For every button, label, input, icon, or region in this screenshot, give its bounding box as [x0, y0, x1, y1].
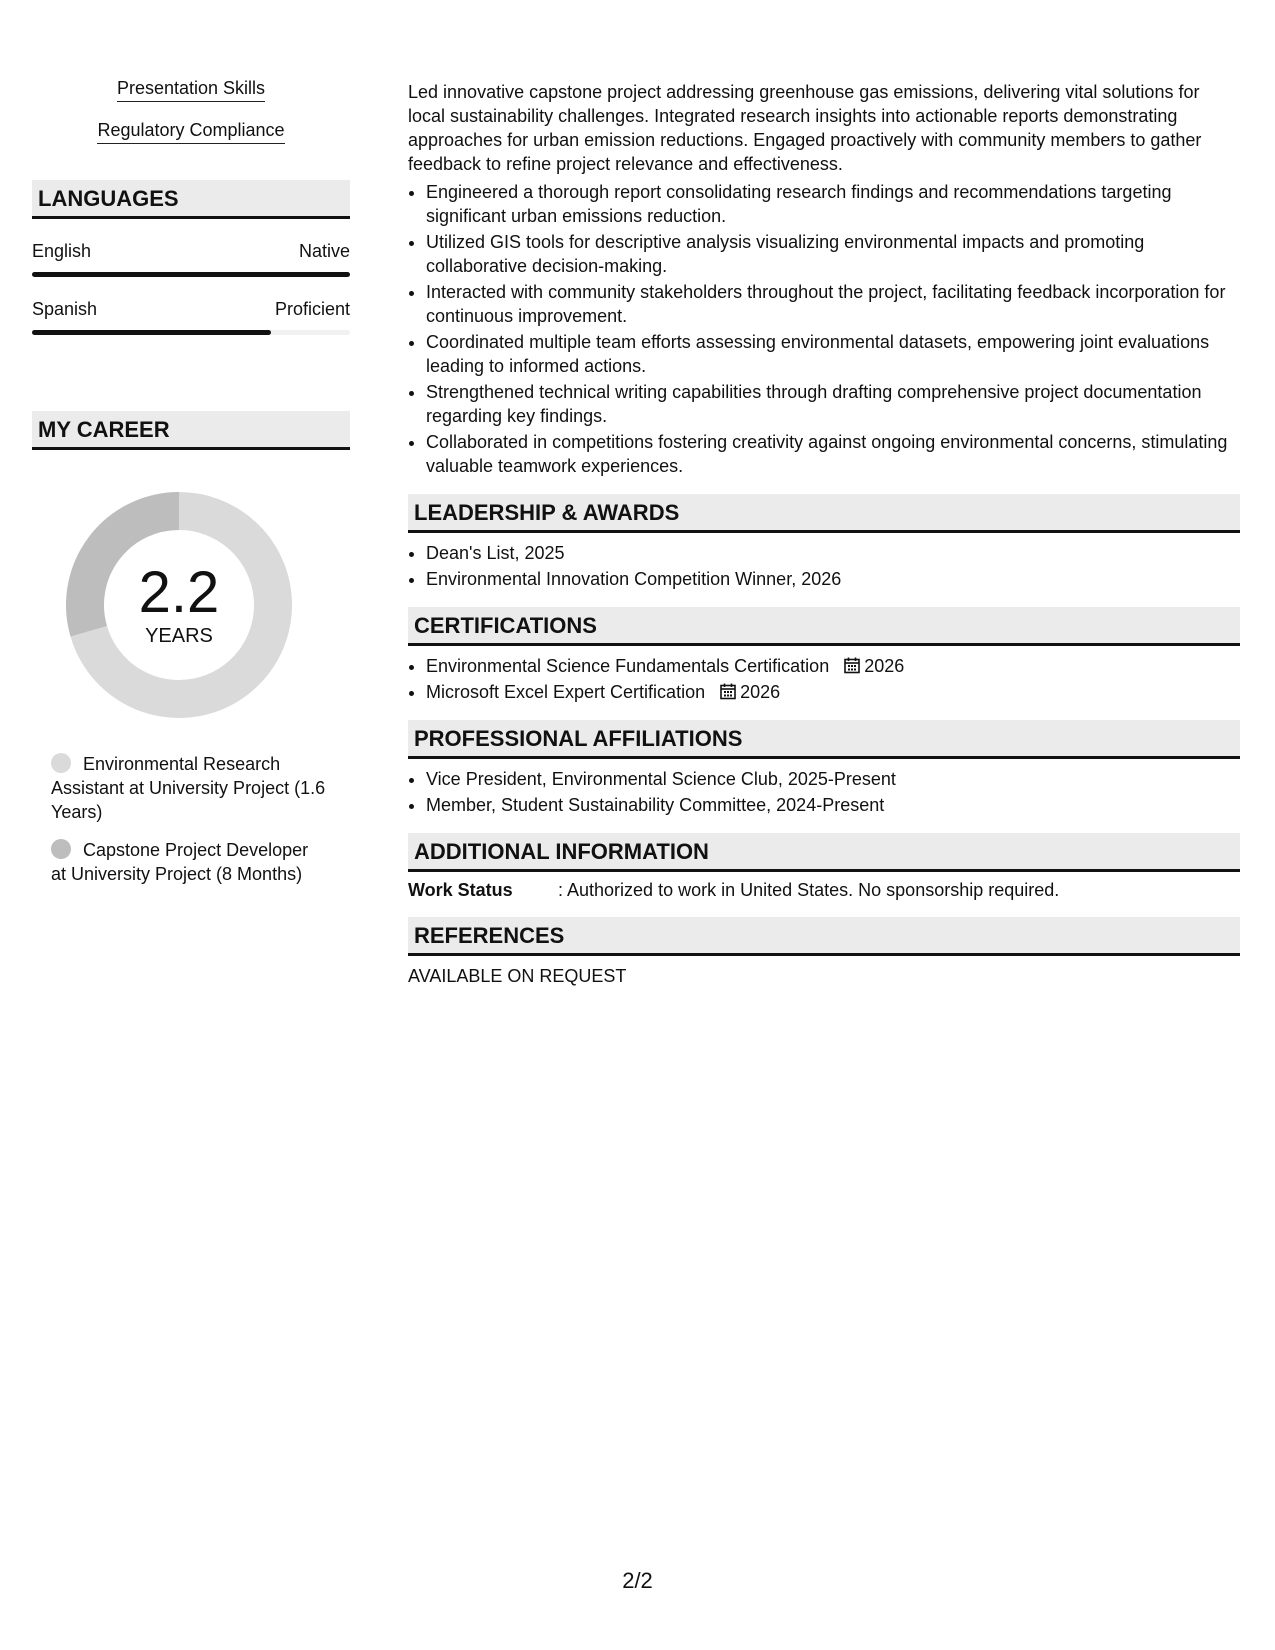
career-legend — [51, 752, 326, 886]
list-item: • Collaborated in competitions fostering creativity against ongoing environmental concerns, stimulating valuable teamwork experiences. — [426, 430, 1240, 478]
career-heading: MY CAREER — [32, 411, 350, 450]
list-item — [426, 654, 1240, 678]
list-item: • Engineered a thorough report consolidating research findings and recommendations targeting significant urban emissions reduction. — [426, 180, 1240, 228]
project-bullets — [408, 180, 1240, 478]
list-item: • Member, Student Sustainability Committee, 2024-Present — [426, 793, 1240, 817]
languages-heading: LANGUAGES — [32, 180, 350, 219]
additional-heading: ADDITIONAL INFORMATION — [408, 833, 1240, 872]
left-column — [32, 78, 350, 900]
career-total-value: 2.2 — [138, 559, 220, 625]
language-name: Spanish — [32, 299, 98, 319]
calendar-icon — [720, 683, 736, 700]
skill-item: Regulatory Compliance — [32, 120, 350, 144]
affiliations-heading: PROFESSIONAL AFFILIATIONS — [408, 720, 1240, 759]
language-bar — [32, 272, 350, 277]
list-item: • Vice President, Environmental Science Club, 2025-Present — [426, 767, 1240, 791]
list-item — [426, 680, 1240, 704]
list-item: • Environmental Innovation Competition Winner, 2026 — [426, 567, 1240, 591]
work-status-label: Work Status — [408, 880, 513, 900]
certifications-heading: CERTIFICATIONS — [408, 607, 1240, 646]
certification-year: 2026 — [740, 682, 781, 702]
calendar-icon — [844, 657, 860, 674]
awards-heading: LEADERSHIP & AWARDS — [408, 494, 1240, 533]
legend-dot-icon — [51, 753, 71, 773]
project-summary: Led innovative capstone project addressing greenhouse gas emissions, delivering vital solutions for local sustainability challenges. Integrated research insights into actionable reports demonstrating approaches for urban emission reductions. Engaged proactively with community members to gather feedback to refine project relevance and effectiveness. — [408, 82, 1202, 174]
affiliations-section — [408, 720, 1240, 817]
certifications-section — [408, 607, 1240, 704]
language-bar-fill — [32, 272, 350, 277]
languages-section — [32, 180, 350, 335]
awards-section — [408, 494, 1240, 591]
career-legend-item: Environmental Research Assistant at University Project (1.6 Years) — [51, 754, 326, 822]
list-item: • Dean's List, 2025 — [426, 541, 1240, 565]
language-bar — [32, 330, 350, 335]
references-text: AVAILABLE ON REQUEST — [408, 966, 627, 986]
language-level: Proficient — [274, 299, 350, 319]
list-item: • Strengthened technical writing capabilities through drafting comprehensive project documentation regarding key findings. — [426, 380, 1240, 428]
references-section — [408, 917, 1240, 987]
list-item: • Utilized GIS tools for descriptive analysis visualizing environmental impacts and promoting collaborative decision-making. — [426, 230, 1240, 278]
right-column — [408, 80, 1240, 987]
career-legend-item: Capstone Project Developer at University Project (8 Months) — [51, 840, 309, 884]
career-total-unit: YEARS — [145, 624, 213, 647]
career-section — [32, 411, 350, 886]
certification-name: Microsoft Excel Expert Certification — [426, 682, 706, 702]
career-donut-chart — [66, 492, 292, 718]
references-heading: REFERENCES — [408, 917, 1240, 956]
page-number: 2/2 — [622, 1568, 653, 1593]
language-name: English — [32, 241, 92, 261]
language-item — [32, 241, 350, 277]
work-status-value: : Authorized to work in United States. No sponsorship required. — [558, 880, 1060, 900]
language-bar-fill — [32, 330, 271, 335]
language-level: Native — [298, 241, 350, 261]
list-item: • Coordinated multiple team efforts assessing environmental datasets, empowering joint evaluations leading to informed actions. — [426, 330, 1240, 378]
certification-year: 2026 — [864, 656, 905, 676]
additional-section — [408, 833, 1240, 901]
language-item — [32, 299, 350, 335]
skill-item: Presentation Skills — [32, 78, 350, 102]
list-item: • Interacted with community stakeholders throughout the project, facilitating feedback incorporation for continuous improvement. — [426, 280, 1240, 328]
legend-dot-icon — [51, 839, 71, 859]
certification-name: Environmental Science Fundamentals Certification — [426, 656, 830, 676]
